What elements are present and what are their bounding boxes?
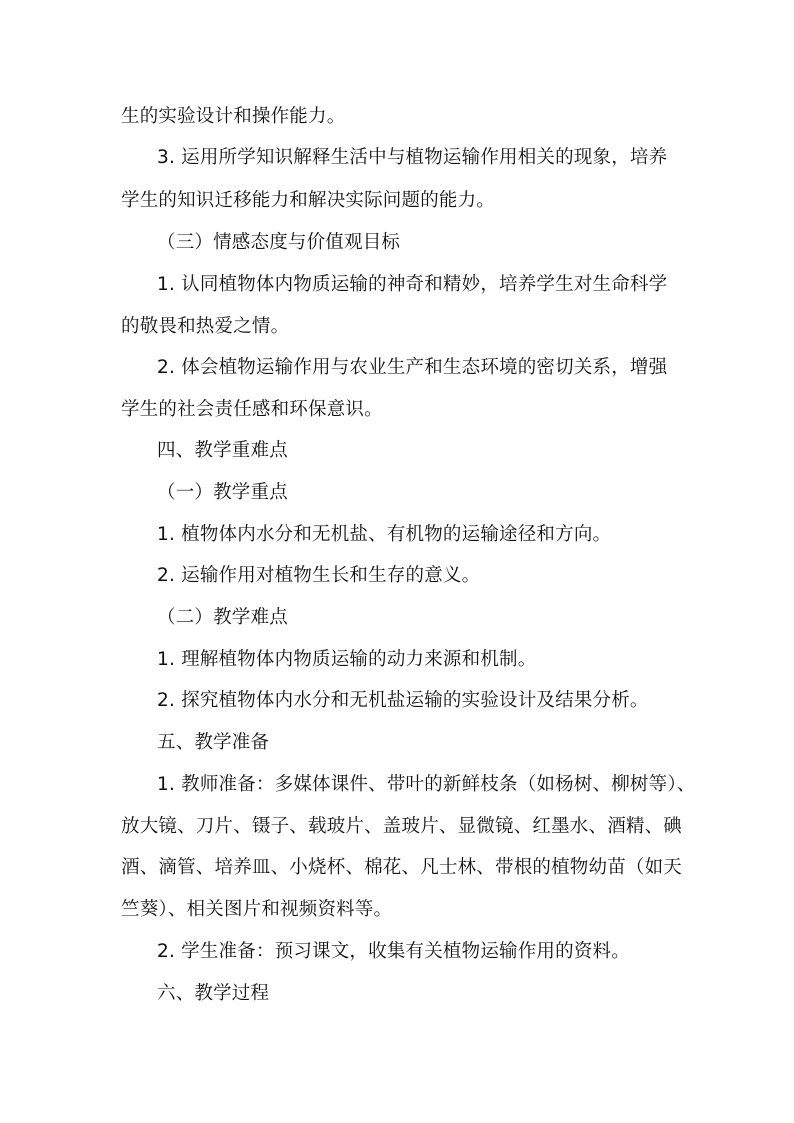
paragraph-line: 学生的社会责任感和环保意识。 <box>121 399 383 420</box>
paragraph-line: 生的实验设计和操作能力。 <box>121 106 346 127</box>
section-heading: （一）教学重点 <box>157 482 288 503</box>
paragraph-line: 1. 教师准备：多媒体课件、带叶的新鲜枝条（如杨树、柳树等）、 <box>157 774 696 795</box>
section-heading: （二）教学难点 <box>157 607 288 628</box>
paragraph-line: 1. 植物体内水分和无机盐、有机物的运输途径和方向。 <box>157 524 612 545</box>
paragraph-line: 酒、滴管、培养皿、小烧杯、棉花、凡士林、带根的植物幼苗（如天 <box>121 857 683 878</box>
paragraph-line: 放大镜、刀片、镊子、载玻片、盖玻片、显微镜、红墨水、酒精、碘 <box>121 816 683 837</box>
paragraph-line: 2. 学生准备：预习课文，收集有关植物运输作用的资料。 <box>157 941 630 962</box>
paragraph-line: 2. 探究植物体内水分和无机盐运输的实验设计及结果分析。 <box>157 690 649 711</box>
paragraph-line: 2. 运输作用对植物生长和生存的意义。 <box>157 565 481 586</box>
paragraph-line: 2. 体会植物运输作用与农业生产和生态环境的密切关系，增强 <box>157 357 668 378</box>
paragraph-line: 学生的知识迁移能力和解决实际问题的能力。 <box>121 190 496 211</box>
section-heading: （三）情感态度与价值观目标 <box>157 232 401 253</box>
section-heading: 五、教学准备 <box>157 732 270 753</box>
paragraph-line: 的敬畏和热爱之情。 <box>121 316 290 337</box>
section-heading: 四、教学重难点 <box>157 440 288 461</box>
paragraph-line: 1. 理解植物体内物质运输的动力来源和机制。 <box>157 649 537 670</box>
paragraph-line: 竺葵）、相关图片和视频资料等。 <box>121 899 393 920</box>
paragraph-line: 1. 认同植物体内物质运输的神奇和精妙，培养学生对生命科学 <box>157 274 668 295</box>
section-heading: 六、教学过程 <box>157 983 270 1004</box>
paragraph-line: 3. 运用所学知识解释生活中与植物运输作用相关的现象，培养 <box>157 147 668 168</box>
